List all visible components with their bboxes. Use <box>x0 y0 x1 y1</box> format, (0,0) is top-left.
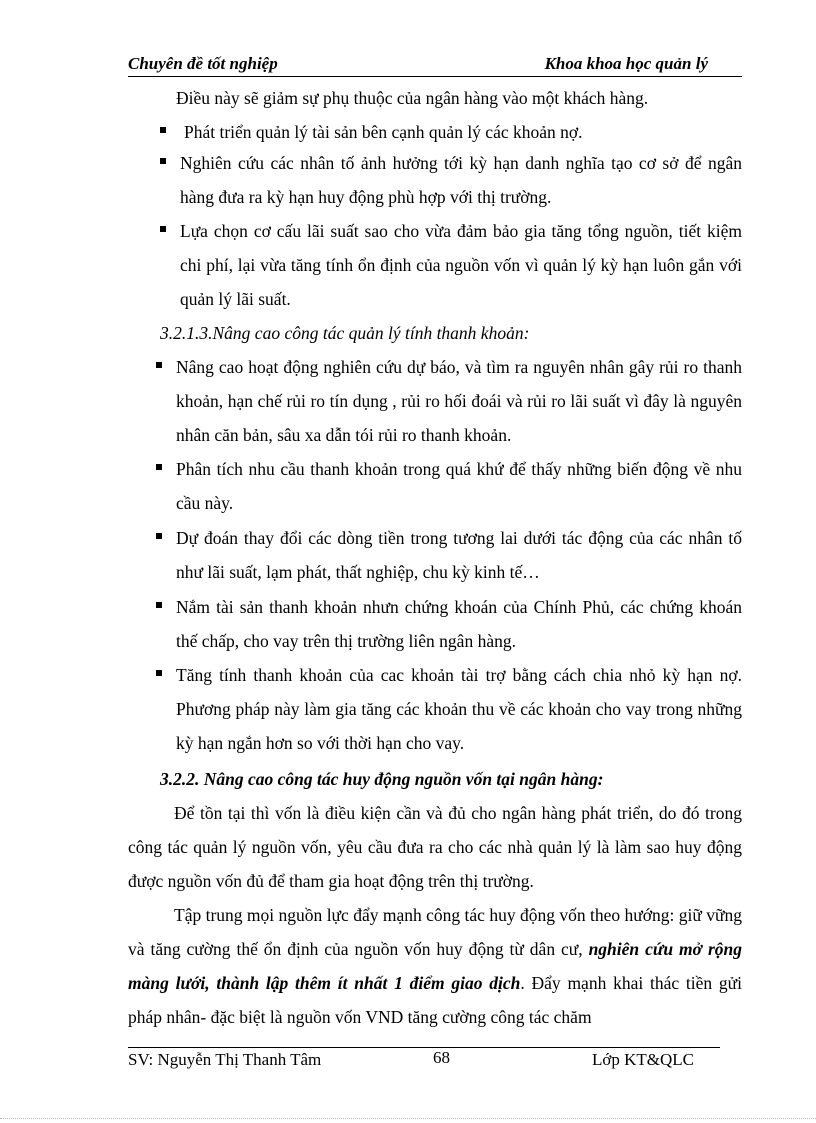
list-item-text: Tăng tính thanh khoản của cac khoản tài trợ bằng cách chia nhỏ kỳ hạn nợ. Phương pháp này làm gia tăng các khoản thu về các khoản cho vay trong những kỳ hạn ngắn hơn so với thời hạn cho vay. <box>176 665 742 753</box>
bullet-icon <box>156 464 162 470</box>
list-item <box>176 452 742 520</box>
list-item-text: Phát triển quản lý tài sản bên cạnh quản lý các khoản nợ. <box>184 122 583 142</box>
header-left-title: Chuyên đề tốt nghiệp <box>128 54 278 73</box>
paragraph-1: Để tồn tại thì vốn là điều kiện cần và đủ cho ngân hàng phát triển, do đó trong công tác quản lý nguồn vốn, yêu cầu đưa ra cho các nhà quản lý là làm sao huy động được nguồn vốn đủ để tham gia hoạt động trên thị trường. <box>128 803 742 891</box>
page-edge-dotted-line <box>0 1118 816 1119</box>
list-item <box>176 590 742 658</box>
intro-line: Điều này sẽ giảm sự phụ thuộc của ngân hàng vào một khách hàng. <box>176 88 649 108</box>
list-item-text: Dự đoán thay đổi các dòng tiền trong tương lai dưới tác động của các nhân tố như lãi suất, lạm phát, thất nghiệp, chu kỳ kinh tế… <box>176 528 742 582</box>
subsection-heading: 3.2.1.3.Nâng cao công tác quản lý tính thanh khoản: <box>160 323 530 343</box>
footer-divider <box>128 1047 720 1048</box>
list-item-text: Phân tích nhu cầu thanh khoản trong quá khứ để thấy những biến động về nhu cầu này. <box>176 459 742 513</box>
header-right-title: Khoa khoa học quản lý <box>544 54 708 73</box>
footer-student-name: SV: Nguyễn Thị Thanh Tâm <box>128 1050 322 1069</box>
list-item-text: Nâng cao hoạt động nghiên cứu dự báo, và tìm ra nguyên nhân gây rủi ro thanh khoản, hạn chế rủi ro tín dụng , rủi ro hối đoái và rủi ro lãi suất vì đây là nguyên nhân căn bản, sâu xa dẫn tói rủi ro thanh khoản. <box>176 357 742 445</box>
footer-class-name: Lớp KT&QLC <box>592 1050 695 1069</box>
bullet-icon <box>160 226 166 232</box>
bullet-icon <box>160 127 166 133</box>
paragraph-2-end: . Đẩy mạnh khai thác tiền gửi pháp nhân- đặc biệt là nguồn vốn VND tăng cường công tác chăm <box>128 973 743 1027</box>
section-heading: 3.2.2. Nâng cao công tác huy động nguồn vốn tại ngân hàng: <box>160 769 604 789</box>
header-divider <box>128 76 742 77</box>
bullet-icon <box>156 362 162 368</box>
paragraph-2-emphasis: nghiên cứu mở rộng màng lưới, thành lập thêm ít nhất 1 điểm giao dịch <box>128 939 743 993</box>
list-item <box>180 214 742 316</box>
bullet-icon <box>156 602 162 608</box>
bullet-icon <box>160 158 166 164</box>
paragraph-2 <box>128 898 742 1034</box>
list-item <box>176 350 742 452</box>
page-number: 68 <box>433 1048 450 1067</box>
page-header <box>128 50 742 76</box>
list-item-text: Nghiên cứu các nhân tố ảnh hưởng tới kỳ hạn danh nghĩa tạo cơ sở để ngân hàng đưa ra kỳ hạn huy động phù hợp với thị trường. <box>180 153 742 207</box>
list-item <box>176 658 742 760</box>
list-item <box>180 146 742 214</box>
bullet-icon <box>156 670 162 676</box>
list-item <box>176 521 742 589</box>
bullet-icon <box>156 533 162 539</box>
list-item-text: Lựa chọn cơ cấu lãi suất sao cho vừa đảm bảo gia tăng tổng nguồn, tiết kiệm chi phí, lại vừa tăng tính ổn định của nguồn vốn vì quản lý kỳ hạn luôn gắn với quản lý lãi suất. <box>180 221 742 309</box>
list-item-text: Nắm tài sản thanh khoản nhưn chứng khoán của Chính Phủ, các chứng khoán thế chấp, cho vay trên thị trường liên ngân hàng. <box>176 597 742 651</box>
list-item <box>184 115 742 149</box>
paragraph-2-start: Tập trung mọi nguồn lực đẩy mạnh công tác huy động vốn theo hướng: giữ vững và tăng cường thế ổn định của nguồn vốn huy động từ dân cư, <box>128 905 742 959</box>
